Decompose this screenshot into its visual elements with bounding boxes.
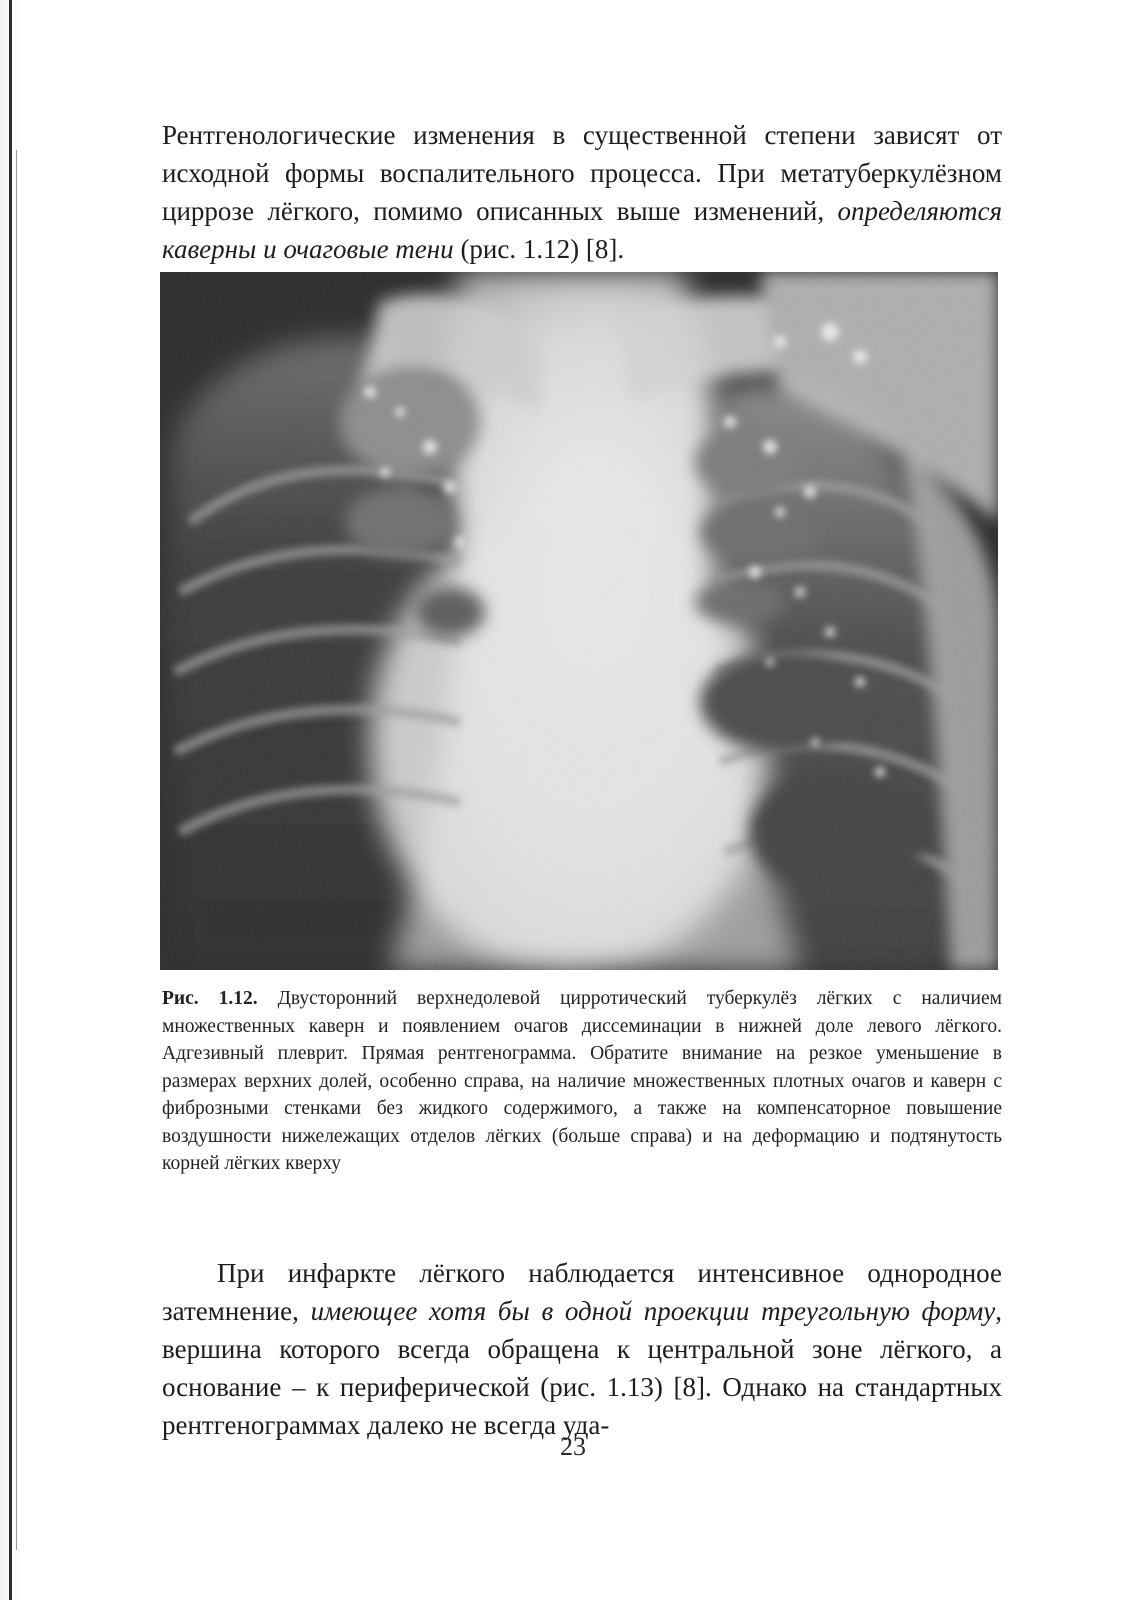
page-binding-edge — [0, 0, 22, 1600]
intro-paragraph-emphasis: определяются каверны и очаговые тени — [162, 196, 1002, 264]
figure-caption-label: Рис. 1.12. — [162, 988, 258, 1009]
intro-paragraph — [162, 116, 1002, 268]
intro-paragraph-reference: (рис. 1.12) [8]. — [453, 234, 625, 264]
chest-xray-image — [160, 272, 998, 970]
intro-paragraph-text: Рентгенологические изменения в существенной степени зависят от исходной формы воспалительного процесса. При метатуберкулёзном циррозе лёгкого, помимо описанных выше изменений, — [162, 120, 1002, 226]
infarction-paragraph-continuation: , вершина которого всегда обращена к центральной зоне лёгкого, а основание – к периферической (рис. 1.13) [8]. Однако на стандартных рентгенограммах далеко не всегда уда- — [162, 1296, 1002, 1440]
infarction-paragraph — [162, 1254, 1002, 1444]
page-number: 23 — [560, 1432, 586, 1461]
infarction-paragraph-emphasis: имеющее хотя бы в одной проекции треугольную форму — [310, 1296, 996, 1326]
infarction-paragraph-text: При инфаркте лёгкого наблюдается интенсивное однородное затемнение, — [162, 1258, 1002, 1326]
figure-caption — [162, 985, 1002, 1178]
chest-xray-figure — [160, 272, 998, 970]
figure-caption-text: Двусторонний верхнедолевой цирротический туберкулёз лёгких с наличием множественных каверн и появлением очагов диссеминации в нижней доле левого лёгкого. Адгезивный плеврит. Прямая рентгенограмма. Обратите внимание на резкое уменьшение в размерах верхних долей, особенно справа, на наличие множественных плотных очагов и каверн с фиброзными стенками без жидкого содержимого, а также на компенсаторное повышение воздушности нижележащих отделов лёгких (больше справа) и на деформацию и подтянутость корней лёгких кверху — [162, 988, 1002, 1174]
